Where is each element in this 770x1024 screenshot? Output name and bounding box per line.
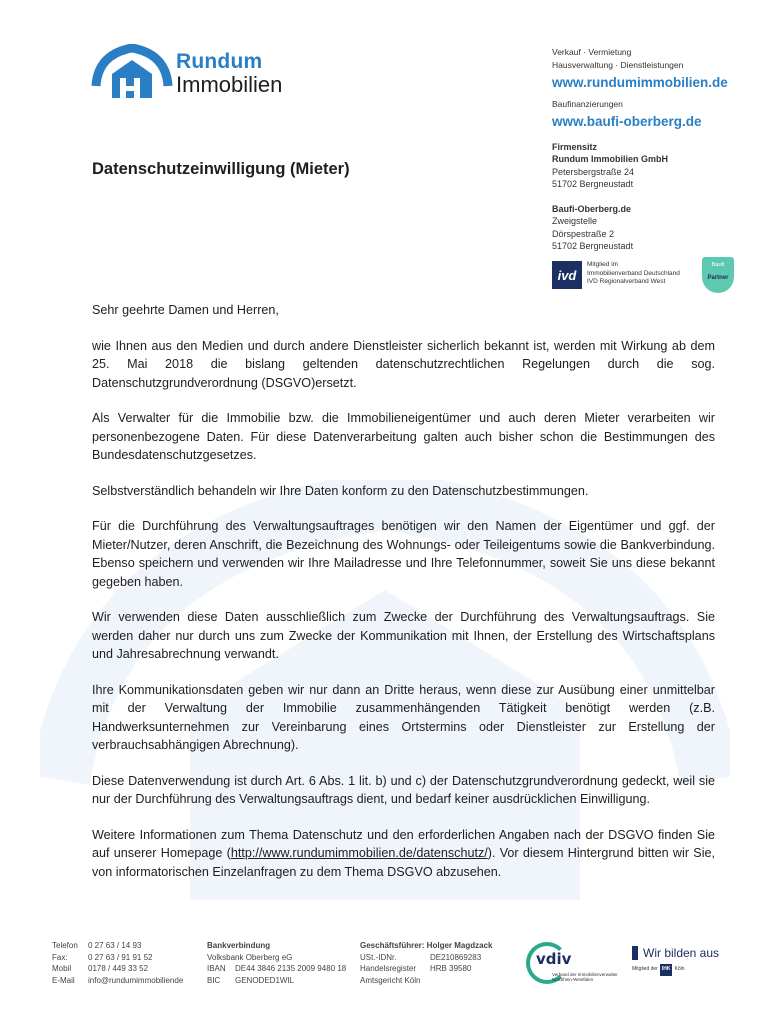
partner-badge-line2: Partner	[707, 275, 729, 281]
brand-name-line2: Immobilien	[176, 71, 283, 97]
tagline-services: Verkauf · Vermietung	[552, 47, 632, 57]
partner-badge-line1: Baufi	[711, 262, 725, 268]
branch-city: 51702 Bergneustadt	[552, 241, 634, 251]
vat-value: DE210869283	[430, 952, 482, 962]
footer-bank	[207, 940, 346, 986]
hq-city: 51702 Bergneustadt	[552, 179, 634, 189]
membership-badges	[552, 257, 762, 297]
ivd-line2: Immobilienverband Deutschland	[587, 269, 680, 277]
register-label: Handelsregister	[360, 964, 417, 973]
email-label: E-Mail	[52, 975, 75, 985]
privacy-policy-link[interactable]: http://www.rundumimmobilien.de/datenschutz/	[230, 846, 488, 860]
ceo-line: Geschäftsführer: Holger Magdzack	[360, 941, 493, 950]
partner-badge	[702, 257, 734, 293]
paragraph-7: Diese Datenverwendung ist durch Art. 6 Abs. 1 lit. b) und c) der Datenschutzgrundverordnung gedeckt, weil sie nur der Durchführung des Verwaltungsauftrags dient, und bedarf keiner ausdrücklichen Einwilligung.	[92, 773, 715, 806]
tagline-management: Hausverwaltung · Dienstleistungen	[552, 59, 684, 70]
training-badge-sub	[632, 964, 724, 976]
vat-label: USt.-IDNr.	[360, 952, 397, 962]
phone-label: Telefon	[52, 941, 78, 950]
paragraph-2: Als Verwalter für die Immobilie bzw. die Immobilieneigentümer und auch deren Mieter verarbeiten wir personenbezogene Daten. Für diese Datenverarbeitung galten auch bisher schon die Bestimmungen des Bundesdatenschutzgesetzes.	[92, 411, 715, 462]
paragraph-1: wie Ihnen aus den Medien und durch andere Dienstleister sicherlich bekannt ist, werden mit Wirkung ab dem 25. Mai 2018 die bislang geltenden datenschutzrechtlichen Regelungen durch die sog. Datenschutzgrundverordnung (DSGVO)ersetzt.	[92, 338, 715, 390]
website-link-baufi[interactable]: www.baufi-oberberg.de	[552, 114, 702, 129]
paragraph-5: Wir verwenden diese Daten ausschließlich zum Zwecke der Durchführung des Verwaltungsauftrags. Sie werden daher nur durch uns zum Zwecke der Kommunikation mit Ihnen, der Erstellung des Wirtschaftsplans und Jahresabrechnung verwandt.	[92, 610, 715, 661]
hq-street: Petersbergstraße 24	[552, 166, 635, 177]
letter-body	[92, 301, 715, 898]
ivd-line3: IVD Regionalverband West	[587, 278, 666, 285]
branch-label: Baufi-Oberberg.de	[552, 203, 632, 214]
email-address[interactable]: info@rundumimmobiliende	[88, 975, 184, 985]
phone-number: 0 27 63 / 14 93	[88, 941, 142, 950]
fax-label: Fax:	[52, 952, 68, 962]
ihk-logo: IHK	[660, 964, 673, 976]
hq-name: Rundum Immobilien GmbH	[552, 154, 668, 164]
mobile-label: Mobil	[52, 964, 72, 973]
vdiv-wordmark: vdiv	[536, 950, 572, 968]
iban-label: IBAN	[207, 964, 226, 973]
bank-name: Volksbank Oberberg eG	[207, 952, 293, 962]
bank-title: Bankverbindung	[207, 941, 271, 950]
paragraph-6: Ihre Kommunikationsdaten geben wir nur dann an Dritte heraus, wenn diese zur Ausübung einer unmittelbar mit der Verwaltung der Immobilie zusammenhängenden Tätigkeit benötigt werden (z.B. Handwerksunternehmen zur Vereinbarung eines Ortstermins oder Dienstleister zur Erstellung der verbrauchsabhängigen Abrechnung).	[92, 682, 715, 752]
tagline-financing: Baufinanzierungen	[552, 98, 623, 109]
salutation: Sehr geehrte Damen und Herren,	[92, 303, 279, 317]
register-value: HRB 39580	[430, 964, 472, 973]
bic-value: GENODED1WIL	[235, 975, 295, 985]
website-link-rundum[interactable]: www.rundumimmobilien.de	[552, 75, 728, 90]
branch-street: Dörspestraße 2	[552, 228, 615, 239]
training-company-badge	[632, 946, 724, 982]
hq-label: Firmensitz	[552, 141, 598, 152]
ivd-line1: Mitglied im	[587, 261, 619, 268]
mobile-number: 0178 / 449 33 52	[88, 964, 149, 973]
branch-type: Zweigstelle	[552, 216, 598, 226]
training-badge-title: Wir bilden aus	[632, 946, 724, 960]
footer-company	[360, 940, 492, 986]
iban-value: DE44 3846 2135 2009 9480 18	[235, 964, 347, 973]
document-title: Datenschutzeinwilligung (Mieter)	[92, 160, 350, 178]
sidebar-info	[552, 46, 752, 253]
paragraph-3: Selbstverständlich behandeln wir Ihre Daten konform zu den Datenschutzbestimmungen.	[92, 483, 589, 498]
court-line: Amtsgericht Köln	[360, 975, 421, 985]
company-logo[interactable]	[90, 44, 282, 102]
training-badge-city: Köln	[674, 966, 685, 972]
vdiv-logo	[526, 942, 616, 984]
bic-label: BIC	[207, 975, 221, 985]
paragraph-8	[92, 826, 715, 882]
fax-number: 0 27 63 / 91 91 52	[88, 952, 153, 962]
paragraph-8-end: ). Vor diesem Hintergrund bitten wir Sie, von informatorischen Einzelanfragen zu dem Thema DSGVO abzusehen.	[92, 846, 715, 879]
paragraph-8-start: Weitere Informationen zum Thema Datenschutz und den erforderlichen Angaben nach der DSGVO finden Sie auf unserer Homepage (	[92, 827, 715, 860]
ivd-logo: ivd	[552, 261, 582, 289]
paragraph-4: Für die Durchführung des Verwaltungsauftrages benötigen wir den Namen der Eigentümer und ggf. der Mieter/Nutzer, deren Anschrift, die Bezeichnung des Wohnungs- oder Teileigentums sowie die Bankverbindung. Ebenso speichern und verwenden wir Ihre Mailadresse und Ihre Telefonnummer, soweit Sie uns diese bekannt gegeben haben.	[92, 519, 715, 589]
vdiv-subtitle: Verband der Immobilienverwalter Nordrhein-Westfalen	[552, 972, 618, 982]
footer-contact	[52, 940, 183, 986]
house-logo-icon	[90, 44, 174, 102]
ivd-membership-text	[587, 261, 680, 287]
brand-name-line1: Rundum	[176, 49, 263, 73]
training-badge-member: Mitglied der	[632, 966, 658, 972]
